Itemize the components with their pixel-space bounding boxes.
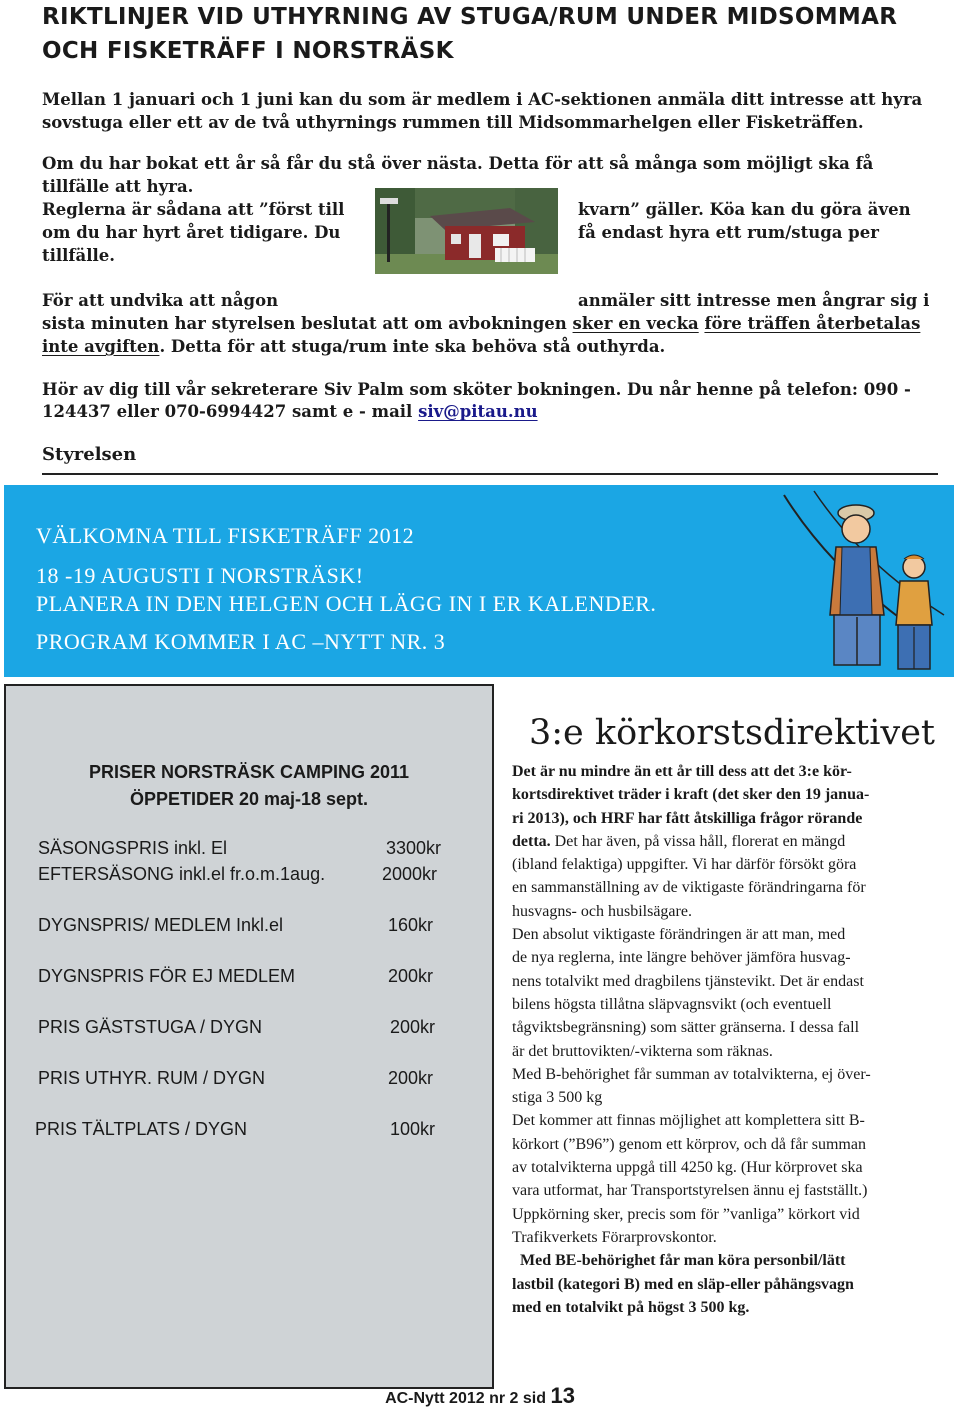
email-link[interactable]: siv@pitau.nu (418, 402, 538, 421)
intro-paragraph (42, 88, 922, 134)
rules-line-2: tillfälle att hyra. (42, 177, 194, 196)
article-line-1: kortsdirektivet träder i kraft (det sker den 19 janua- (512, 786, 870, 804)
rules-line-4-left: om du har hyrt året tidigare. Du (42, 223, 341, 242)
article-line-17: körkort (”B96”) genom ett körprov, och då får summan (512, 1135, 866, 1153)
price-value-6: 100kr (390, 1119, 436, 1139)
article-body (512, 760, 952, 1319)
article-line-23: lastbil (kategori B) med en släp-eller påhängsvagn (512, 1275, 854, 1293)
article-line-6: en sammanställning av de viktigaste förändringarna för (512, 879, 866, 897)
price-label-6: PRIS TÄLTPLATS / DYGN (35, 1119, 248, 1139)
price-value-3: 200kr (388, 966, 434, 986)
article-line-9: de nya reglerna, inte längre behöver jämföra husvag- (512, 949, 851, 967)
article-line-12: tågviktsbegränsning) som sätter gränserna. I dessa fall (512, 1019, 860, 1037)
cancel-line-3-a: inte avgiften (42, 337, 160, 356)
article-line-0: Det är nu mindre än ett år till dess att det 3:e kör- (512, 763, 852, 780)
contact-line-2-prefix: 124437 eller 070-6994427 samt e - mail (42, 402, 419, 421)
rules-line-4-right: få endast hyra ett rum/stuga per (578, 223, 879, 242)
banner-line-2: 18 -19 AUGUSTI I NORSTRÄSK! (36, 563, 364, 588)
banner-line-4: PROGRAM KOMMER I AC –NYTT NR. 3 (36, 629, 446, 654)
article-line-8: Den absolut viktigaste förändringen är att man, med (512, 926, 846, 944)
article-line-5: (ibland felaktiga) uppgifter. Vi har därför försökt göra (512, 856, 857, 874)
price-heading-2: ÖPPETIDER 20 maj-18 sept. (129, 789, 369, 809)
rules-line-5: tillfälle. (42, 246, 115, 265)
cancel-line-1-right: anmäler sitt intresse men ångrar sig i (578, 291, 930, 310)
article-line-7: husvagns- och husbilsägare. (512, 902, 692, 920)
article-line-4: Det har även, på vissa håll, florerat en mängd (550, 832, 846, 850)
article-line-10: nens totalvikt med dragbilens tjänstevikt. Det är endast (512, 972, 864, 990)
fisketraff-banner (4, 485, 954, 677)
cancel-line-2-b: sker en vecka (572, 314, 699, 333)
price-value-1: 2000kr (382, 864, 438, 884)
cancel-line-2-d: före träffen återbetalas (704, 314, 921, 333)
footer-text: AC-Nytt 2012 nr 2 sid (385, 1390, 551, 1407)
rules-line-3-right: kvarn” gäller. Köa kan du göra även (578, 200, 911, 219)
cabin-photo (375, 188, 558, 274)
article-line-15: stiga 3 500 kg (512, 1089, 603, 1107)
article-line-11: bilens högsta tillåtna släpvagnsvikt (och eventuell (512, 995, 832, 1013)
banner-line-3: PLANERA IN DEN HELGEN OCH LÄGG IN I ER KALENDER. (36, 591, 657, 616)
price-value-5: 200kr (388, 1068, 434, 1088)
cancel-line-2-a: sista minuten har styrelsen beslutat att om avbokningen (42, 314, 573, 333)
price-value-2: 160kr (388, 915, 434, 935)
page-title (42, 0, 922, 68)
price-label-1: EFTERSÄSONG inkl.el fr.o.m.1aug. (38, 864, 326, 884)
article-line-19: vara utformat, har Transportstyrelsen ännu ej fastställt.) (512, 1182, 868, 1200)
cancel-line-1-left: För att undvika att någon (42, 291, 279, 310)
article-line-14: Med B-behörighet får summan av totalvikterna, ej över- (512, 1065, 871, 1083)
article-line-13: är det bruttovikten/-vikterna som räknas. (512, 1042, 773, 1060)
footer-page-number: 13 (550, 1383, 575, 1408)
price-label-5: PRIS UTHYR. RUM / DYGN (38, 1068, 266, 1088)
price-box (4, 684, 494, 1389)
article-line-24: med en totalvikt på högst 3 500 kg. (512, 1298, 750, 1316)
price-label-0: SÄSONGSPRIS inkl. El (38, 838, 228, 858)
fishermen-illustration (774, 485, 954, 677)
article-title: 3:e körkorstsdirektivet (529, 713, 935, 753)
article-line-22: Med BE-behörighet får man köra personbil/lätt (512, 1252, 846, 1270)
divider (42, 473, 938, 475)
cancel-line-3 (42, 335, 665, 358)
price-label-3: DYGNSPRIS FÖR EJ MEDLEM (38, 966, 296, 986)
signature: Styrelsen (42, 444, 137, 465)
price-value-4: 200kr (390, 1017, 436, 1037)
article-line-2: ri 2013), och HRF har fått åtskilliga frågor rörande (512, 809, 863, 827)
title-line-1: RIKTLINJER VID UTHYRNING AV STUGA/RUM UNDER MIDSOMMAR (42, 4, 898, 30)
price-heading-1: PRISER NORSTRÄSK CAMPING 2011 (88, 762, 410, 782)
price-label-2: DYGNSPRIS/ MEDLEM Inkl.el (38, 915, 284, 935)
title-line-2: OCH FISKETRÄFF I NORSTRÄSK (42, 38, 454, 64)
cancel-line-2 (42, 312, 920, 335)
article-line-16: Det kommer att finnas möjlighet att komplettera sitt B- (512, 1112, 865, 1130)
intro-line-1: Mellan 1 januari och 1 juni kan du som är medlem i AC-sektionen anmäla ditt intresse att hyra (42, 90, 923, 109)
rules-line-3-left: Reglerna är sådana att ”först till (42, 200, 345, 219)
contact-line-2 (42, 400, 538, 423)
article-line-21: Trafikverkets Förarprovskontor. (512, 1228, 717, 1246)
banner-line-1: VÄLKOMNA TILL FISKETRÄFF 2012 (36, 523, 415, 548)
article-line-20: Uppkörning sker, precis som för ”vanliga” körkort vid (512, 1205, 860, 1223)
contact-line-1: Hör av dig till vår sekreterare Siv Palm som sköter bokningen. Du når henne på telefon: 090 - (42, 380, 911, 399)
rules-line-1: Om du har bokat ett år så får du stå över nästa. Detta för att så många som möjligt ska få (42, 154, 874, 173)
page-footer (0, 1383, 960, 1409)
article-line-3: detta. (512, 832, 551, 850)
article-line-18: av totalvikterna uppgå till 4250 kg. (Hur körprovet ska (512, 1159, 863, 1177)
cancel-line-3-b: . Detta för att stuga/rum inte ska behöva stå outhyrda. (159, 337, 666, 356)
intro-line-2: sovstuga eller ett av de två uthyrnings rummen till Midsommarhelgen eller Fisketräffen. (42, 113, 864, 132)
price-value-0: 3300kr (386, 838, 442, 858)
price-label-4: PRIS GÄSTSTUGA / DYGN (38, 1017, 263, 1037)
